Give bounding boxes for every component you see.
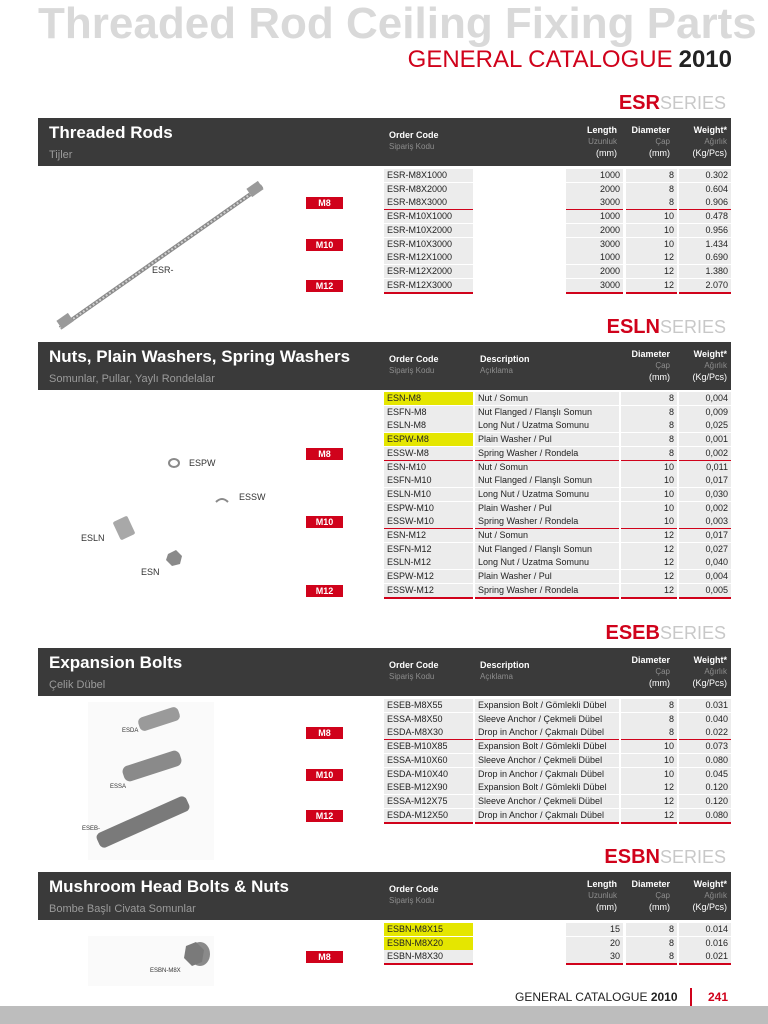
section-subtitle: Bombe Başlı Civata Somunlar [49,903,196,915]
col-header-weight-unit: (Kg/Pcs) [692,678,727,688]
col-header-order-code-tr: Sipariş Kodu [389,366,435,375]
length-cell: 3000 [566,238,623,253]
page-number: 241 [708,990,729,1004]
weight-cell: 0,004 [679,392,731,406]
order-code-cell: ESPW-M10 [384,502,473,516]
weight-cell: 0,002 [679,447,731,462]
diameter-cell: 10 [621,502,677,516]
table-row [38,392,731,406]
col-header-weight-tr: Ağırlık [704,137,727,146]
order-code-cell: ESSA-M8X50 [384,713,473,727]
weight-cell: 0,005 [679,584,731,599]
col-header-order-code-tr: Sipariş Kodu [389,896,435,905]
order-code-cell: ESEB-M10X85 [384,740,473,754]
description-cell: Nut Flanged / Flanşlı Somun [475,474,619,488]
weight-cell: 0,003 [679,515,731,530]
series-heading-esr [619,92,726,115]
page-title: Threaded Rod Ceiling Fixing Parts [38,0,757,48]
diameter-cell: 10 [626,238,677,253]
weight-cell: 0.302 [679,169,731,183]
diameter-cell: 8 [626,169,677,183]
diameter-cell: 8 [626,196,677,211]
description-cell: Long Nut / Uzatma Somunu [475,556,619,570]
col-header-weight-tr: Ağırlık [704,361,727,370]
order-code-cell: ESFN-M10 [384,474,473,488]
catalogue-label: GENERAL CATALOGUE [407,46,673,73]
threaded-rod-image [40,176,280,336]
order-code-cell: ESFN-M12 [384,543,473,557]
description-cell: Plain Washer / Pul [475,502,619,516]
diameter-cell: 8 [626,937,677,951]
description-cell: Plain Washer / Pul [475,433,619,447]
order-code-cell: ESEB-M8X55 [384,699,473,713]
size-badge: M8 [306,197,343,209]
description-cell: Expansion Bolt / Gömlekli Dübel [475,699,619,713]
weight-cell: 0,017 [679,529,731,543]
diameter-cell: 10 [626,210,677,224]
size-badge: M10 [306,516,343,528]
col-header-weight-unit: (Kg/Pcs) [692,902,727,912]
footer-catalogue-label: GENERAL CATALOGUE [515,990,648,1004]
diameter-cell: 8 [621,392,677,406]
length-cell: 3000 [566,279,623,294]
diameter-cell: 12 [621,781,677,795]
product-label-esr: ESR- [152,265,174,275]
series-suffix: SERIES [659,847,726,867]
diameter-cell: 8 [626,950,677,965]
col-header-length-tr: Uzunluk [588,137,617,146]
order-code-cell: ESLN-M10 [384,488,473,502]
weight-cell: 0.906 [679,196,731,211]
length-cell: 2000 [566,265,623,279]
mushroom-bolt-image [88,936,214,986]
col-header-order-code: Order Code [389,884,439,894]
catalogue-year: 2010 [678,46,732,73]
product-label-essa: ESSA [110,784,127,790]
diameter-cell: 12 [621,570,677,584]
weight-cell: 0,011 [679,461,731,475]
col-header-diameter-unit: (mm) [649,678,670,688]
diameter-cell: 12 [621,584,677,599]
description-cell: Nut Flanged / Flanşlı Somun [475,406,619,420]
col-header-description: Description [480,660,530,670]
col-header-diameter-unit: (mm) [649,372,670,382]
weight-cell: 0,001 [679,433,731,447]
weight-cell: 0.120 [679,795,731,809]
section-bar-esr [38,118,731,166]
diameter-cell: 10 [621,768,677,783]
order-code-cell: ESFN-M8 [384,406,473,420]
size-badge: M8 [306,727,343,739]
weight-cell: 0.080 [679,754,731,768]
section-bar-esln [38,342,731,390]
section-subtitle: Somunlar, Pullar, Yaylı Rondelalar [49,373,215,385]
size-badge: M12 [306,280,343,292]
diameter-cell: 8 [621,433,677,447]
weight-cell: 0.031 [679,699,731,713]
diameter-cell: 8 [621,419,677,433]
description-cell: Drop in Anchor / Çakmalı Dübel [475,768,619,783]
description-cell: Long Nut / Uzatma Somunu [475,488,619,502]
section-title: Expansion Bolts [49,653,183,672]
order-code-cell: ESEB-M12X90 [384,781,473,795]
table-row [38,406,731,420]
series-heading-eseb [606,622,727,645]
weight-cell: 0.956 [679,224,731,238]
diameter-cell: 12 [626,251,677,265]
description-cell: Sleeve Anchor / Çekmeli Dübel [475,795,619,809]
col-header-length-unit: (mm) [596,902,617,912]
product-label-essw: ESSW [239,492,266,502]
order-code-cell: ESSW-M8 [384,447,473,462]
order-code-cell: ESSW-M10 [384,515,473,530]
weight-cell: 0.478 [679,210,731,224]
order-code-cell: ESR-M8X1000 [384,169,473,183]
size-badge: M12 [306,585,343,597]
length-cell: 2000 [566,183,623,197]
length-cell: 1000 [566,169,623,183]
size-badge: M8 [306,448,343,460]
weight-cell: 1.380 [679,265,731,279]
length-cell: 20 [566,937,623,951]
diameter-cell: 8 [626,183,677,197]
section-bar-esbn [38,872,731,920]
diameter-cell: 10 [621,754,677,768]
length-cell: 1000 [566,251,623,265]
col-header-length: Length [587,879,617,889]
series-heading-esln [607,316,726,339]
product-label-esda: ESDA [122,728,139,734]
weight-cell: 0.604 [679,183,731,197]
series-code: ESR [618,92,660,114]
order-code-cell: ESSA-M10X60 [384,754,473,768]
diameter-cell: 8 [621,699,677,713]
section-title: Nuts, Plain Washers, Spring Washers [49,347,351,366]
diameter-cell: 12 [621,543,677,557]
description-cell: Nut / Somun [475,461,619,475]
order-code-cell: ESR-M10X1000 [384,210,473,224]
weight-cell: 0,009 [679,406,731,420]
description-cell: Expansion Bolt / Gömlekli Dübel [475,740,619,754]
diameter-cell: 12 [621,529,677,543]
product-label-esln: ESLN [81,533,105,543]
weight-cell: 0.073 [679,740,731,754]
order-code-cell: ESDA-M12X50 [384,809,473,824]
diameter-cell: 8 [626,923,677,937]
order-code-cell: ESR-M8X2000 [384,183,473,197]
size-badge: M12 [306,810,343,822]
series-suffix: SERIES [659,623,726,643]
col-header-diameter-tr: Çap [655,891,670,900]
col-header-weight-tr: Ağırlık [704,667,727,676]
description-cell: Plain Washer / Pul [475,570,619,584]
length-cell: 15 [566,923,623,937]
order-code-cell: ESR-M12X3000 [384,279,473,294]
col-header-diameter: Diameter [631,125,670,135]
weight-cell: 0,027 [679,543,731,557]
diameter-cell: 8 [621,406,677,420]
description-cell: Nut / Somun [475,529,619,543]
col-header-length-tr: Uzunluk [588,891,617,900]
col-header-weight-unit: (Kg/Pcs) [692,148,727,158]
col-header-length: Length [587,125,617,135]
diameter-cell: 10 [621,461,677,475]
description-cell: Spring Washer / Rondela [475,515,619,530]
order-code-cell: ESR-M10X2000 [384,224,473,238]
order-code-cell: ESN-M12 [384,529,473,543]
weight-cell: 0,040 [679,556,731,570]
weight-cell: 0.040 [679,713,731,727]
col-header-order-code: Order Code [389,660,439,670]
table-row [38,923,731,937]
order-code-cell: ESBN-M8X30 [384,950,473,965]
weight-cell: 0,004 [679,570,731,584]
length-cell: 2000 [566,224,623,238]
order-code-cell: ESSW-M12 [384,584,473,599]
description-cell: Nut / Somun [475,392,619,406]
description-cell: Sleeve Anchor / Çekmeli Dübel [475,754,619,768]
col-header-order-code: Order Code [389,354,439,364]
col-header-weight-unit: (Kg/Pcs) [692,372,727,382]
weight-cell: 0.080 [679,809,731,824]
col-header-diameter-tr: Çap [655,361,670,370]
series-suffix: SERIES [659,93,726,113]
series-code: ESLN [606,316,660,338]
col-header-description-tr: Açıklama [480,366,513,375]
table-row [38,433,731,447]
diameter-cell: 12 [621,809,677,824]
section-subtitle: Çelik Dübel [49,679,106,691]
col-header-diameter-unit: (mm) [649,902,670,912]
description-cell: Nut Flanged / Flanşlı Somun [475,543,619,557]
section-title: Mushroom Head Bolts & Nuts [49,877,289,896]
size-badge: M10 [306,239,343,251]
product-label-esn: ESN [141,567,160,577]
order-code-cell: ESDA-M10X40 [384,768,473,783]
catalogue-heading [408,46,732,74]
col-header-weight: Weight* [693,655,727,665]
length-cell: 1000 [566,210,623,224]
series-code: ESEB [605,622,660,644]
weight-cell: 0.016 [679,937,731,951]
col-header-diameter-unit: (mm) [649,148,670,158]
table-row [38,419,731,433]
diameter-cell: 8 [621,713,677,727]
col-header-description-tr: Açıklama [480,672,513,681]
weight-cell: 0.120 [679,781,731,795]
weight-cell: 0.045 [679,768,731,783]
weight-cell: 0,017 [679,474,731,488]
col-header-weight: Weight* [693,125,727,135]
series-heading-esbn [604,846,726,869]
anchors-image [88,702,214,860]
table-row [38,584,731,598]
diameter-cell: 12 [626,279,677,294]
order-code-cell: ESR-M10X3000 [384,238,473,253]
size-badge: M10 [306,769,343,781]
diameter-cell: 10 [621,474,677,488]
order-code-cell: ESLN-M12 [384,556,473,570]
order-code-cell: ESBN-M8X15 [384,923,473,937]
col-header-diameter-tr: Çap [655,667,670,676]
order-code-cell: ESN-M8 [384,392,473,406]
product-label-espw: ESPW [189,458,216,468]
col-header-order-code-tr: Sipariş Kodu [389,672,435,681]
diameter-cell: 10 [621,740,677,754]
weight-cell: 0,025 [679,419,731,433]
weight-cell: 1.434 [679,238,731,253]
footer-band [0,1006,768,1024]
series-code: ESBN [604,846,660,868]
order-code-cell: ESPW-M12 [384,570,473,584]
col-header-diameter: Diameter [631,349,670,359]
col-header-weight-tr: Ağırlık [704,891,727,900]
footer-catalogue [515,990,678,1004]
col-header-diameter: Diameter [631,655,670,665]
diameter-cell: 12 [626,265,677,279]
weight-cell: 0.014 [679,923,731,937]
order-code-cell: ESR-M12X2000 [384,265,473,279]
weight-cell: 0.022 [679,726,731,741]
section-title: Threaded Rods [49,123,173,142]
col-header-weight: Weight* [693,879,727,889]
col-header-order-code-tr: Sipariş Kodu [389,142,435,151]
section-bar-eseb [38,648,731,696]
footer-separator [690,988,692,1006]
col-header-diameter-tr: Çap [655,137,670,146]
order-code-cell: ESDA-M8X30 [384,726,473,741]
order-code-cell: ESPW-M8 [384,433,473,447]
weight-cell: 0,002 [679,502,731,516]
order-code-cell: ESSA-M12X75 [384,795,473,809]
col-header-order-code: Order Code [389,130,439,140]
weight-cell: 0.021 [679,950,731,965]
col-header-description: Description [480,354,530,364]
length-cell: 3000 [566,196,623,211]
weight-cell: 0,030 [679,488,731,502]
weight-cell: 0.690 [679,251,731,265]
col-header-length-unit: (mm) [596,148,617,158]
description-cell: Long Nut / Uzatma Somunu [475,419,619,433]
description-cell: Spring Washer / Rondela [475,584,619,599]
diameter-cell: 10 [621,488,677,502]
diameter-cell: 12 [621,556,677,570]
diameter-cell: 10 [626,224,677,238]
diameter-cell: 10 [621,515,677,530]
col-header-weight: Weight* [693,349,727,359]
description-cell: Drop in Anchor / Çakmalı Dübel [475,726,619,741]
description-cell: Spring Washer / Rondela [475,447,619,462]
section-subtitle: Tijler [49,149,73,161]
order-code-cell: ESR-M12X1000 [384,251,473,265]
diameter-cell: 12 [621,795,677,809]
size-badge: M8 [306,951,343,963]
length-cell: 30 [566,950,623,965]
order-code-cell: ESBN-M8X20 [384,937,473,951]
product-label-eseb: ESEB- [82,826,101,832]
footer-year: 2010 [650,990,678,1004]
description-cell: Expansion Bolt / Gömlekli Dübel [475,781,619,795]
order-code-cell: ESN-M10 [384,461,473,475]
description-cell: Drop in Anchor / Çakmalı Dübel [475,809,619,824]
col-header-diameter: Diameter [631,879,670,889]
order-code-cell: ESR-M8X3000 [384,196,473,211]
product-label-esbn: ESBN-M8X [150,968,181,974]
diameter-cell: 8 [621,726,677,741]
order-code-cell: ESLN-M8 [384,419,473,433]
series-suffix: SERIES [659,317,726,337]
weight-cell: 2.070 [679,279,731,294]
description-cell: Sleeve Anchor / Çekmeli Dübel [475,713,619,727]
diameter-cell: 8 [621,447,677,462]
